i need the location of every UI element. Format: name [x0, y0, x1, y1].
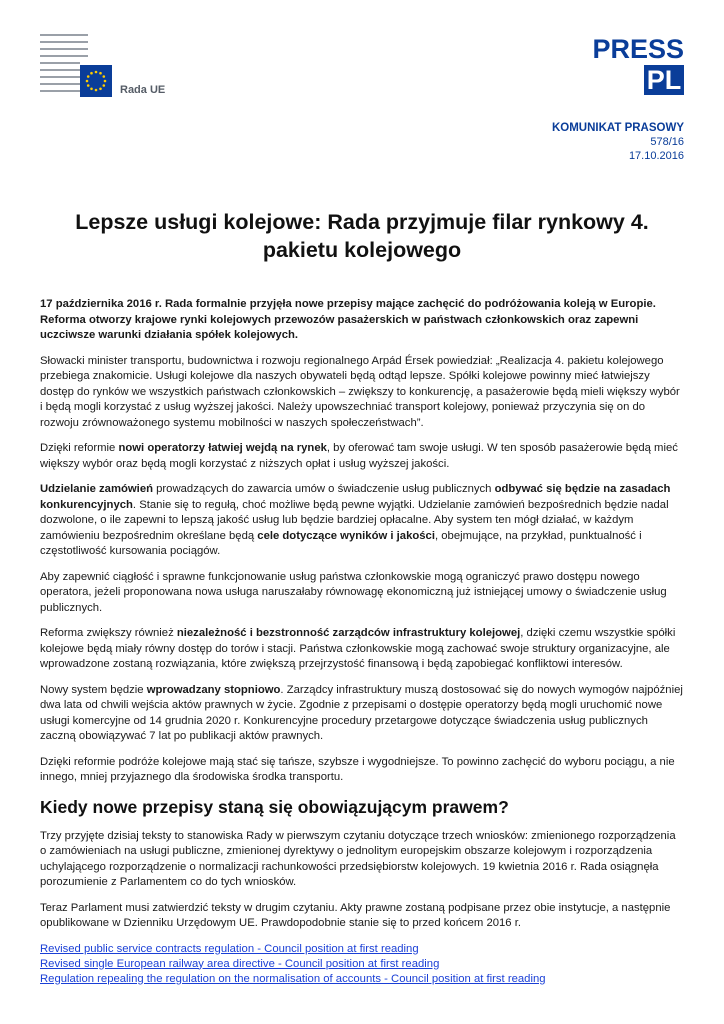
paragraph-benefits: Dzięki reformie podróże kolejowe mają stać się tańsze, szybsze i wygodniejsze. To powinno zachęcić do wyboru pociągu, a nie innego, mniej przyjaznego dla środowiska środka transportu. [40, 755, 675, 783]
paragraph-new-operators: Dzięki reformie nowi operatorzy łatwiej wejdą na rynek, by oferować tam swoje usługi. W ten sposób pasażerowie będą mieć większy wybór oraz będą mogli korzystać z niższych opłat i usług wyższej jakości. [40, 442, 678, 470]
section-heading: Kiedy nowe przepisy staną się obowiązującym prawem? [40, 796, 509, 817]
org-name: Rada UE [120, 84, 166, 96]
page-title: Lepsze usługi kolejowe: Rada przyjmuje filar rynkowy 4. pakietu kolejowego [75, 210, 649, 262]
paragraph-gradual: Nowy system będzie wprowadzany stopniowo. Zarządcy infrastruktury muszą dostosować się do nowych wymogów najpóźniej dwa lata od chwili wejścia aktów prawnych w życie. Zgodnie z przepisami o dostępie operatorzy będą mogli uruchomić nowe usługi komercyjne od 14 grudnia 2020 r. Konkurencyjne procedury przetargowe dotyczące świadczenia usług publicznych zaczną obowiązywać 7 lat po publikacji aktów prawnych. [40, 683, 683, 742]
paragraph-texts: Trzy przyjęte dzisiaj teksty to stanowiska Rady w pierwszym czytaniu dotyczące trzech wniosków: zmienionego rozporządzenia o zamówieniach na usługi publiczne, zmienionej dyrektywy o jednolitym europejskim obszarze kolejowym i rozporządzenia uchylającego rozporządzenie o normalizacji rachunkowości przedsiębiorstw kolejowych. 19 kwietnia 2016 r. Rada osiągnęła porozumienie z Parlamentem co do tych wniosków. [40, 829, 676, 888]
press-release-meta [552, 121, 684, 163]
document-date: 17.10.2016 [628, 150, 684, 162]
language-code: PL [644, 65, 684, 95]
link-normalisation-accounts[interactable]: Regulation repealing the regulation on the normalisation of accounts - Council position at first reading [40, 972, 546, 985]
document-number: 578/16 [650, 136, 684, 148]
paragraph-quote: Słowacki minister transportu, budownictwa i rozwoju regionalnego Arpád Érsek powiedział: „Realizacja 4. pakietu kolejowego przebiega znakomicie. Usługi kolejowe dla naszych obywateli będą odtąd lepsze. Spółki kolejowe powinny mieć łatwiejszy dostęp do rynków we wszystkich państwach członkowskich – zwiększy to konkurencję, a pasażerowie będą mieli większy wybór i będą mogli korzystać z usług wyższej jakości. Należy upowszechniać transport kolejowy, ponieważ przyczynia się on do rozwoju zrównoważonego systemu mobilności w naszych społeczeństwach”. [40, 354, 680, 429]
press-badge [584, 34, 684, 95]
lead-paragraph: 17 października 2016 r. Rada formalnie przyjęła nowe przepisy mające zachęcić do podróżowania koleją w Europie. Reforma otworzy krajowe rynki kolejowych przewozów pasażerskich w państwach członkowskich oraz zapewni uczciwsze warunki działania spółek kolejowych. [40, 298, 656, 341]
paragraph-continuity: Aby zapewnić ciągłość i sprawne funkcjonowanie usług państwa członkowskie mogą ograniczyć prawo dostępu nowego operatora, jeżeli proponowana nowa usługa naruszałaby równowagę ekonomiczną już istniejącej umowy o świadczenie usług publicznych. [40, 570, 667, 614]
link-railway-area-directive[interactable]: Revised single European railway area directive - Council position at first reading [40, 957, 440, 970]
paragraph-independence: Reforma zwiększy również niezależność i bezstronność zarządców infrastruktury kolejowej, dzięki czemu wszystkie spółki kolejowe będą miały równy dostęp do torów i stacji. Państwa członkowskie mogą zachować swoje struktury organizacyjne, ale wprowadzone zostaną rozwiązania, które zwiększą przejrzystość finansową i będą zapobiegać konfliktowi interesów. [40, 627, 676, 670]
paragraph-parliament: Teraz Parlament musi zatwierdzić teksty w drugim czytaniu. Akty prawne zostaną podpisane przez obie instytucje, a następnie opublikowane w Dzienniku Urzędowym UE. Prawdopodobnie stanie się to przed końcem 2016 r. [40, 901, 671, 929]
paragraph-tendering: Udzielanie zamówień prowadzących do zawarcia umów o świadczenie usług publicznych odbywać się będzie na zasadach konkurencyjnych. Stanie się to regułą, choć możliwe będą pewne wyjątki. Udzielanie zamówień bezpośrednich będzie nadal dozwolone, o ile zapewni to lepszą jakość usług lub będzie bardziej opłacalne. Aby system ten mógł działać, w każdym zamówieniu bezpośrednim określane będą cele dotyczące wyników i jakości, obejmujące, na przykład, punktualność i częstotliwość kursowania pociągów. [40, 483, 671, 557]
press-word: PRESS [592, 34, 684, 64]
eu-flag-icon [80, 65, 112, 97]
article-body [40, 297, 684, 987]
related-links [40, 942, 684, 987]
council-logo [40, 34, 180, 100]
link-public-service-contracts[interactable]: Revised public service contracts regulation - Council position at first reading [40, 942, 419, 955]
document-type: KOMUNIKAT PRASOWY [551, 122, 684, 134]
